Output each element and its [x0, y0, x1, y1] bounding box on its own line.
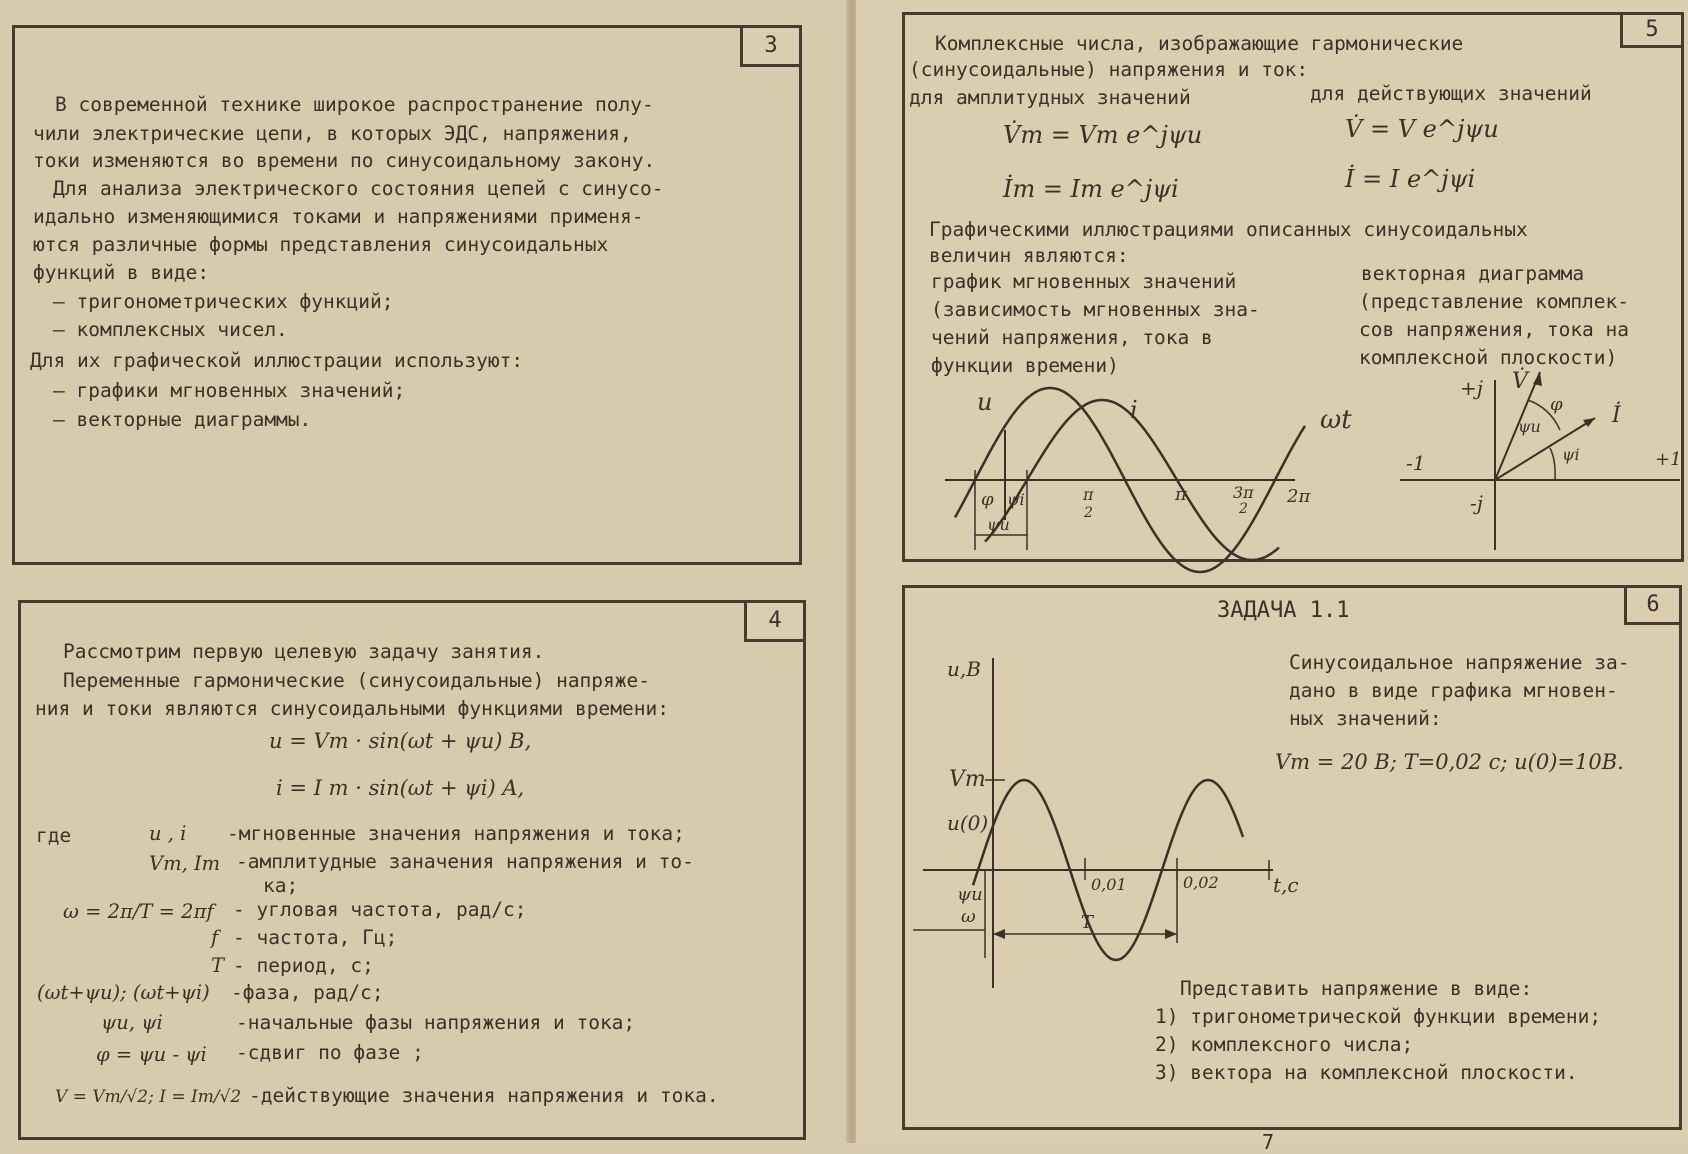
card-3 — [12, 25, 802, 565]
formula-voltage: u = Vm · sin(ωt + ψu) В, — [269, 729, 532, 753]
instantaneous-graph — [945, 370, 1365, 550]
def-symbol: ω = 2π/T = 2πf — [63, 900, 214, 923]
where-label: где — [36, 824, 72, 847]
tick-pi-over-2: π — [1083, 485, 1094, 504]
def-symbol: ψu, ψi — [101, 1011, 163, 1034]
def-symbol: f — [211, 926, 219, 949]
task-intro: Представить напряжение в виде: — [1180, 977, 1533, 1000]
page-number: 7 — [1262, 1130, 1275, 1154]
card3-list-item: – тригонометрических функций; — [53, 290, 394, 313]
right-desc: комплексной плоскости) — [1359, 346, 1618, 369]
card-number: 6 — [1624, 585, 1682, 625]
card3-line: Для их графической иллюстрации используют: — [30, 349, 524, 372]
def-text: - частота, Гц; — [233, 926, 398, 949]
ub-label: u,B — [947, 657, 981, 681]
t001-label: 0,01 — [1091, 875, 1127, 894]
def-text: -начальные фазы напряжения и тока; — [236, 1011, 636, 1034]
eq-vm: V̇m = Vm e^jψu — [1003, 121, 1203, 149]
psi-i-label: ψi — [1562, 445, 1580, 464]
psi-arc — [1550, 448, 1555, 480]
def-text: - угловая частота, рад/с; — [233, 898, 527, 921]
left-desc: функции времени) — [931, 354, 1119, 377]
card3-list-item: – комплексных чисел. — [53, 318, 288, 341]
def-symbol: Vm, Im — [149, 852, 221, 875]
voltage-arrowhead — [1533, 372, 1542, 386]
tick-pi: π — [1175, 484, 1187, 505]
omega-label: ω — [961, 906, 976, 927]
I-label: İ — [1612, 403, 1621, 428]
psi-u-label: ψu — [987, 515, 1010, 534]
card-4 — [18, 600, 806, 1140]
def-symbol: V = Vm/√2; I = Im/√2 — [55, 1087, 242, 1107]
col-right-head: для действующих значений — [1310, 82, 1592, 105]
eq-i: İ = I e^jψi — [1345, 165, 1476, 193]
u0-label: u(0) — [947, 811, 989, 835]
right-desc: векторная диаграмма — [1361, 262, 1585, 285]
task-desc: ных значений: — [1289, 707, 1442, 730]
minus-j-label: -j — [1470, 491, 1483, 515]
left-desc: (зависимость мгновенных зна- — [931, 298, 1260, 321]
def-text: -мгновенные значения напряжения и тока; — [227, 822, 685, 845]
tick-pi-over-2-den: 2 — [1084, 505, 1093, 521]
t002-label: 0,02 — [1183, 873, 1219, 892]
eq-im: İm = Im e^jψi — [1003, 175, 1179, 203]
card4-intro: Рассмотрим первую целевую задачу занятия. — [63, 640, 545, 663]
task-desc: дано в виде графика мгновен- — [1289, 679, 1618, 702]
card3-line: функций в виде: — [33, 261, 210, 284]
left-desc: чений напряжения, тока в — [931, 326, 1213, 349]
phi-label: φ — [1550, 394, 1563, 415]
card3-line: идально изменяющимися токами и напряжениями применя- — [33, 205, 644, 228]
task-title: ЗАДАЧА 1.1 — [1217, 598, 1350, 623]
card5-line: величин являются: — [929, 244, 1129, 267]
tick-3pi-over-2-den: 2 — [1239, 501, 1248, 517]
card3-line: чили электрические цепи, в которых ЭДС, напряжения, — [33, 122, 632, 145]
tick-2pi: 2π — [1287, 486, 1311, 507]
period-arrow-right — [1165, 929, 1177, 939]
card-number: 4 — [744, 600, 806, 642]
card5-line: Графическими иллюстрациями описанных синусоидальных — [929, 218, 1528, 241]
card3-list-item: – графики мгновенных значений; — [53, 379, 406, 402]
card4-intro: ния и токи являются синусоидальными функциями времени: — [35, 697, 669, 720]
psi-i-label: ψi — [1007, 490, 1025, 509]
vm-label: Vm — [949, 767, 986, 792]
def-text: -действующие значения напряжения и тока. — [249, 1084, 719, 1107]
left-desc: график мгновенных значений — [931, 270, 1237, 293]
card-5 — [902, 12, 1684, 562]
card3-list-item: – векторные диаграммы. — [53, 408, 312, 431]
V-label: V̇ — [1512, 369, 1528, 394]
formula-current: i = I m · sin(ωt + ψi) A, — [276, 776, 525, 800]
phi-label: φ — [981, 489, 994, 510]
task-params: Vm = 20 B; T=0,02 c; u(0)=10B. — [1275, 750, 1624, 774]
tick-3pi-over-2: 3π — [1233, 483, 1254, 502]
minus-1-label: -1 — [1406, 451, 1426, 475]
right-desc: сов напряжения, тока на — [1359, 318, 1630, 341]
card3-line: токи изменяются во времени по синусоидальному закону. — [33, 149, 656, 172]
tc-label: t,c — [1273, 873, 1299, 897]
card-number: 5 — [1620, 12, 1684, 48]
eq-v: V̇ = V e^jψu — [1345, 115, 1499, 143]
vector-diagram — [1400, 370, 1685, 560]
def-symbol: u , i — [149, 822, 187, 845]
current-vector — [1495, 418, 1595, 480]
card5-line: Комплексные числа, изображающие гармонические — [935, 32, 1464, 55]
task-item: 2) комплексного числа; — [1155, 1033, 1414, 1056]
def-text: ка; — [263, 874, 299, 897]
current-arrowhead — [1583, 418, 1595, 427]
card-6 — [902, 585, 1682, 1130]
task-desc: Синусоидальное напряжение за- — [1289, 651, 1630, 674]
col-left-head: для амплитудных значений — [909, 86, 1191, 109]
task-graph — [913, 657, 1299, 998]
def-text: -фаза, рад/с; — [231, 981, 384, 1004]
def-symbol: φ = ψu - ψi — [96, 1043, 207, 1066]
wt-label: ωt — [1320, 405, 1352, 435]
plus-1-label: +1 — [1655, 449, 1682, 470]
plus-j-label: +j — [1460, 376, 1483, 400]
T-label: T — [1081, 912, 1094, 933]
psi-u-label: ψu — [1518, 417, 1541, 436]
card-number: 3 — [740, 25, 802, 67]
def-symbol: (ωt+ψu); (ωt+ψi) — [37, 981, 210, 1004]
def-text: - период, с; — [233, 954, 374, 977]
card3-line: Для анализа электрического состояния цепей с синусо- — [53, 177, 664, 200]
card5-line: (синусоидальные) напряжения и ток: — [909, 58, 1309, 81]
right-desc: (представление комплек- — [1359, 290, 1630, 313]
u-label: u — [977, 388, 993, 416]
i-label: i — [1130, 396, 1138, 424]
card3-line: В современной технике широкое распространение полу- — [55, 93, 654, 116]
period-arrow-left — [993, 929, 1005, 939]
card4-intro: Переменные гармонические (синусоидальные) напряже- — [63, 669, 650, 692]
psi-u-label: ψu — [957, 884, 983, 905]
task-item: 1) тригонометрической функции времени; — [1155, 1005, 1602, 1028]
card3-line: ются различные формы представления синусоидальных — [33, 233, 609, 256]
def-text: -сдвиг по фазе ; — [236, 1041, 424, 1064]
task-item: 3) вектора на комплексной плоскости. — [1155, 1061, 1578, 1084]
def-text: -амплитудные заначения напряжения и то- — [236, 850, 694, 873]
def-symbol: T — [211, 954, 225, 977]
